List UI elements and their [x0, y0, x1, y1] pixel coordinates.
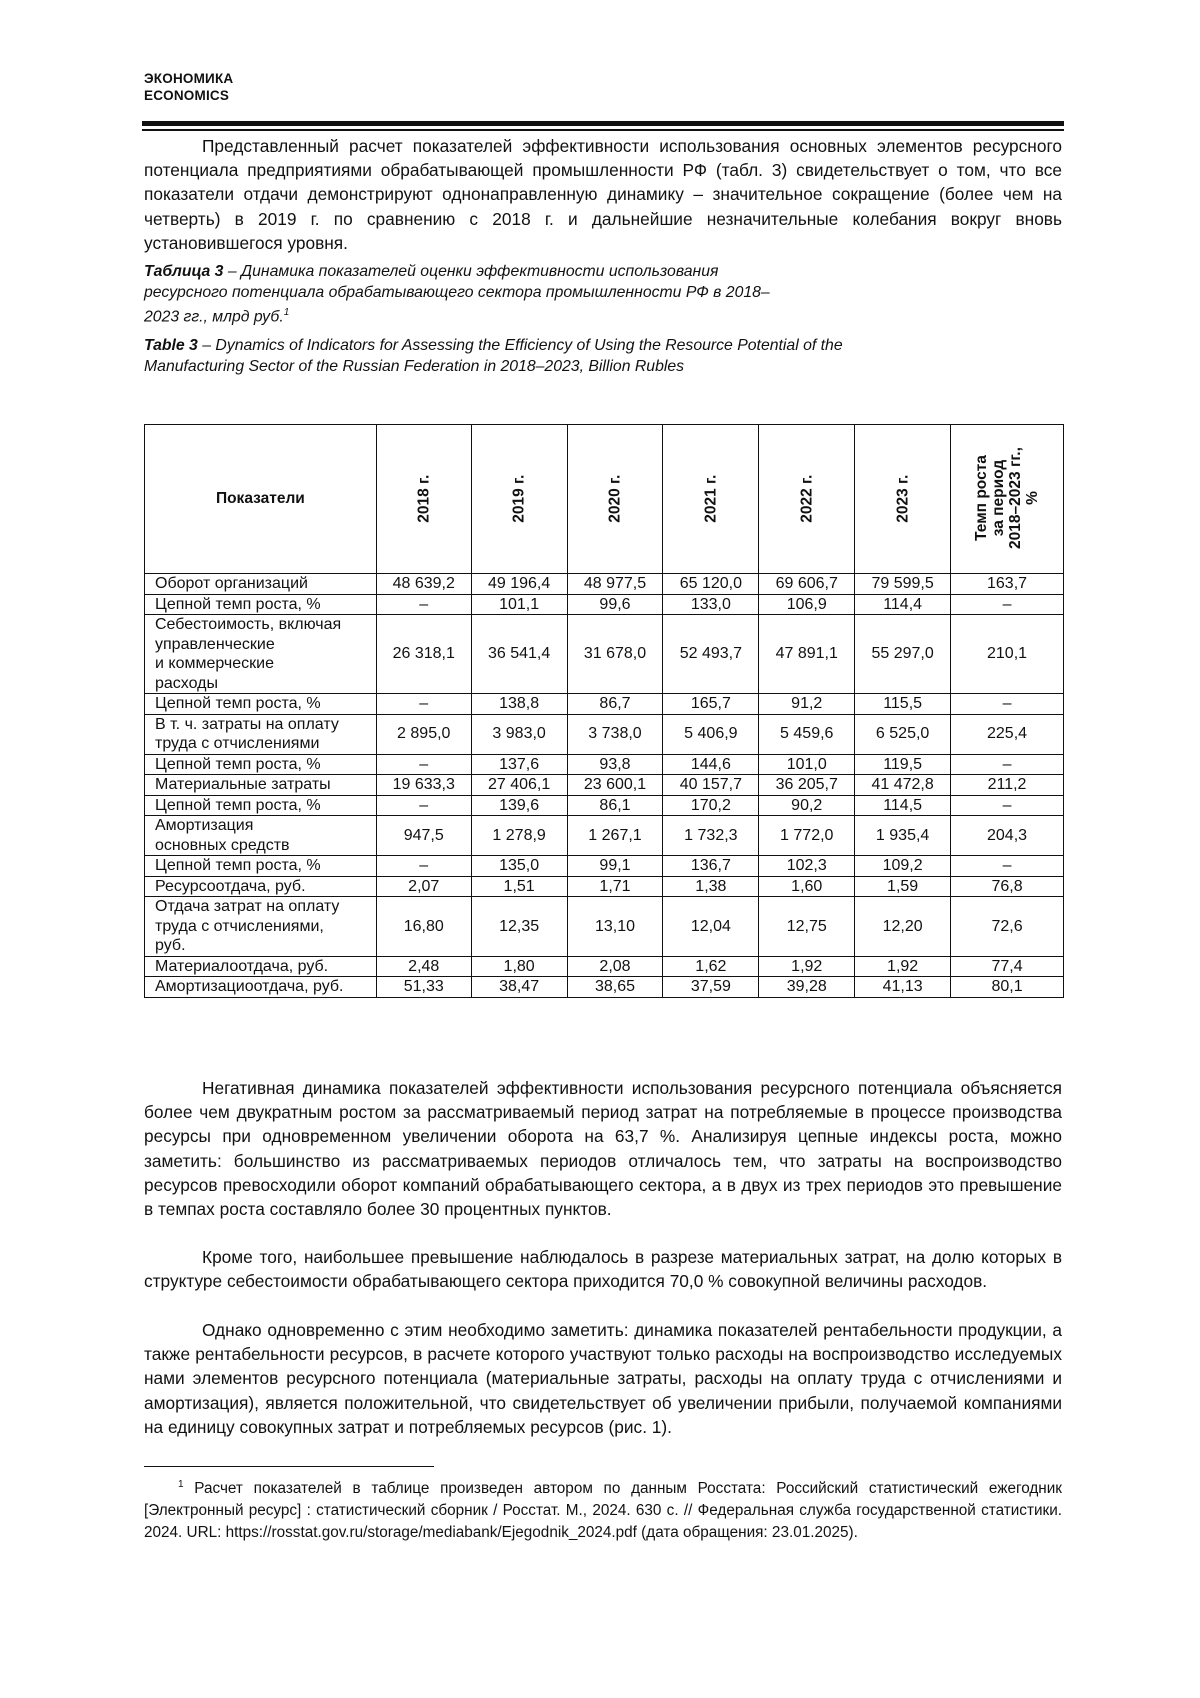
header-year-2018: 2018 г. [376, 425, 471, 574]
value-cell: 12,75 [759, 897, 855, 957]
growth-rate-cell: 210,1 [951, 615, 1064, 694]
value-cell: 48 639,2 [376, 574, 471, 595]
value-cell: 3 738,0 [567, 714, 663, 754]
value-cell: – [376, 795, 471, 816]
growth-rate-cell: 72,6 [951, 897, 1064, 957]
table-row [145, 795, 1064, 816]
value-cell: 27 406,1 [471, 775, 567, 796]
value-cell: 12,20 [855, 897, 951, 957]
value-cell: 69 606,7 [759, 574, 855, 595]
value-cell: 138,8 [471, 694, 567, 715]
caption-en-text: – Dynamics of Indicators for Assessing the Efficiency of Using the Resource Potential of the Manufacturing Sector of the Russian Federation in 2018–2023, Billion Rubles [144, 337, 843, 375]
table-row [145, 856, 1064, 877]
growth-rate-cell: 225,4 [951, 714, 1064, 754]
header-year-2021: 2021 г. [663, 425, 759, 574]
value-cell: 90,2 [759, 795, 855, 816]
value-cell: 2,07 [376, 876, 471, 897]
header-year-2020: 2020 г. [567, 425, 663, 574]
value-cell: 55 297,0 [855, 615, 951, 694]
value-cell: 1,60 [759, 876, 855, 897]
growth-rate-cell: 80,1 [951, 977, 1064, 998]
caption-ru-label: Таблица 3 [144, 263, 224, 280]
value-cell: 1,92 [855, 956, 951, 977]
body-paragraph-1: Негативная динамика показателей эффективности использования ресурсного потенциала объясняется более чем двукратным ростом за рассматриваемый период затрат на потребляемые в процессе производства ресурсы при одновременном увеличении оборота на 63,7 %. Анализируя цепные индексы роста, можно заметить: большинство из рассматриваемых периодов отличалось тем, что затраты на воспроизводство ресурсов превосходили оборот компаний обрабатывающего сектора, а в двух из трех периодов это превышение в темпах роста составляло более 30 процентных пунктов. [144, 1078, 1062, 1220]
value-cell: 5 459,6 [759, 714, 855, 754]
row-label: Амортизация основных средств [145, 816, 377, 856]
row-label: Цепной темп роста, % [145, 795, 377, 816]
growth-rate-cell: 204,3 [951, 816, 1064, 856]
header-line-ru: ЭКОНОМИКА [144, 71, 234, 86]
body-paragraph-2: Кроме того, наибольшее превышение наблюдалось в разрезе материальных затрат, на долю которых в структуре себестоимости обрабатывающего сектора приходится 70,0 % совокупной величины расходов. [144, 1247, 1062, 1292]
value-cell: 91,2 [759, 694, 855, 715]
value-cell: 106,9 [759, 594, 855, 615]
value-cell: 86,1 [567, 795, 663, 816]
row-label: В т. ч. затраты на оплату труда с отчислениями [145, 714, 377, 754]
value-cell: 5 406,9 [663, 714, 759, 754]
value-cell: 47 891,1 [759, 615, 855, 694]
value-cell: 2,48 [376, 956, 471, 977]
growth-rate-cell: – [951, 694, 1064, 715]
header-year-2019: 2019 г. [471, 425, 567, 574]
value-cell: – [376, 694, 471, 715]
value-cell: 1 772,0 [759, 816, 855, 856]
running-header [144, 70, 233, 104]
footnote-separator [144, 1466, 434, 1467]
table-caption-ru [144, 262, 784, 328]
table-row [145, 897, 1064, 957]
value-cell: 12,35 [471, 897, 567, 957]
table-row [145, 714, 1064, 754]
value-cell: 41 472,8 [855, 775, 951, 796]
header-rule-thick [142, 121, 1064, 126]
value-cell: 48 977,5 [567, 574, 663, 595]
table-header-row [145, 425, 1064, 574]
value-cell: 1 732,3 [663, 816, 759, 856]
row-label: Цепной темп роста, % [145, 594, 377, 615]
header-year-2023: 2023 г. [855, 425, 951, 574]
row-label: Себестоимость, включая управленческие и коммерческие расходы [145, 615, 377, 694]
row-label: Оборот организаций [145, 574, 377, 595]
value-cell: 38,65 [567, 977, 663, 998]
row-label: Цепной темп роста, % [145, 754, 377, 775]
value-cell: 37,59 [663, 977, 759, 998]
table-row [145, 956, 1064, 977]
caption-ru-footnote-ref: 1 [283, 307, 290, 318]
growth-rate-cell: 76,8 [951, 876, 1064, 897]
caption-en-label: Table 3 [144, 337, 198, 354]
value-cell: 1 935,4 [855, 816, 951, 856]
value-cell: 119,5 [855, 754, 951, 775]
value-cell: 40 157,7 [663, 775, 759, 796]
footnote-text: Расчет показателей в таблице произведен автором по данным Росстата: Российский статистический ежегодник [Электронный ресурс] : статистический сборник / Росстат. М., 2024. 630 с. // Федеральная служба государственной статистики. 2024. URL: https://rosstat.gov.ru/storage/mediabank/Ejegodnik_2024.pdf (дата обращения: 23.01.2025). [144, 1480, 1062, 1542]
value-cell: 36 205,7 [759, 775, 855, 796]
table-row [145, 594, 1064, 615]
value-cell: 137,6 [471, 754, 567, 775]
value-cell: 51,33 [376, 977, 471, 998]
value-cell: 2 895,0 [376, 714, 471, 754]
header-line-en: ECONOMICS [144, 88, 230, 103]
value-cell: 101,1 [471, 594, 567, 615]
value-cell: 114,4 [855, 594, 951, 615]
value-cell: 1,59 [855, 876, 951, 897]
value-cell: – [376, 754, 471, 775]
row-label: Отдача затрат на оплату труда с отчислениями, руб. [145, 897, 377, 957]
value-cell: 31 678,0 [567, 615, 663, 694]
table-row [145, 754, 1064, 775]
value-cell: 99,6 [567, 594, 663, 615]
caption-ru-text: – Динамика показателей оценки эффективности использования ресурсного потенциала обрабатывающего сектора промышленности РФ в 2018–2023 гг., млрд руб. [144, 263, 770, 326]
value-cell: 947,5 [376, 816, 471, 856]
header-rule-thin [142, 129, 1064, 131]
table-row [145, 615, 1064, 694]
footnote [144, 1474, 1062, 1544]
body-paragraph-3: Однако одновременно с этим необходимо заметить: динамика показателей рентабельности продукции, а также рентабельности ресурсов, в расчете которого участвуют только расходы на воспроизводство исследуемых нами элементов ресурсного потенциала (материальные затраты, расходы на оплату труда с отчислениями и амортизация), является положительной, что свидетельствует об увеличении прибыли, получаемой компаниями на единицу совокупных затрат и потребляемых ресурсов (рис. 1). [144, 1320, 1062, 1437]
value-cell: 133,0 [663, 594, 759, 615]
table-row [145, 574, 1064, 595]
value-cell: – [376, 856, 471, 877]
value-cell: 102,3 [759, 856, 855, 877]
value-cell: 101,0 [759, 754, 855, 775]
header-growth-rate: Темп роста за период 2018–2023 гг., % [951, 425, 1064, 574]
growth-rate-cell: 163,7 [951, 574, 1064, 595]
value-cell: 1,92 [759, 956, 855, 977]
value-cell: 1,80 [471, 956, 567, 977]
indicators-table [144, 424, 1064, 998]
growth-rate-cell: 77,4 [951, 956, 1064, 977]
growth-rate-cell: – [951, 754, 1064, 775]
table-body [145, 574, 1064, 998]
intro-paragraph: Представленный расчет показателей эффективности использования основных элементов ресурсного потенциала предприятиями обрабатывающей промышленности РФ (табл. 3) свидетельствует о том, что все показатели отдачи демонстрируют однонаправленную динамику – значительное сокращение (более чем на четверть) в 2019 г. по сравнению с 2018 г. и дальнейшие незначительные колебания вокруг вновь установившегося уровня. [144, 136, 1062, 253]
value-cell: 165,7 [663, 694, 759, 715]
value-cell: 1,38 [663, 876, 759, 897]
value-cell: 114,5 [855, 795, 951, 816]
growth-rate-cell: 211,2 [951, 775, 1064, 796]
value-cell: 109,2 [855, 856, 951, 877]
value-cell: 1 267,1 [567, 816, 663, 856]
table-row [145, 775, 1064, 796]
row-label: Цепной темп роста, % [145, 856, 377, 877]
value-cell: 1,71 [567, 876, 663, 897]
value-cell: 3 983,0 [471, 714, 567, 754]
growth-rate-cell: – [951, 856, 1064, 877]
value-cell: 26 318,1 [376, 615, 471, 694]
value-cell: 79 599,5 [855, 574, 951, 595]
table-row [145, 694, 1064, 715]
growth-rate-cell: – [951, 594, 1064, 615]
value-cell: 23 600,1 [567, 775, 663, 796]
value-cell: 19 633,3 [376, 775, 471, 796]
footnote-number: 1 [178, 1479, 184, 1490]
value-cell: 16,80 [376, 897, 471, 957]
value-cell: 115,5 [855, 694, 951, 715]
table-row [145, 816, 1064, 856]
value-cell: 99,1 [567, 856, 663, 877]
value-cell: 52 493,7 [663, 615, 759, 694]
value-cell: 65 120,0 [663, 574, 759, 595]
row-label: Ресурсоотдача, руб. [145, 876, 377, 897]
value-cell: 36 541,4 [471, 615, 567, 694]
header-year-2022: 2022 г. [759, 425, 855, 574]
value-cell: 144,6 [663, 754, 759, 775]
table-row [145, 876, 1064, 897]
row-label: Материальные затраты [145, 775, 377, 796]
value-cell: 93,8 [567, 754, 663, 775]
value-cell: 139,6 [471, 795, 567, 816]
value-cell: 49 196,4 [471, 574, 567, 595]
value-cell: 12,04 [663, 897, 759, 957]
growth-rate-cell: – [951, 795, 1064, 816]
row-label: Цепной темп роста, % [145, 694, 377, 715]
row-label: Амортизациоотдача, руб. [145, 977, 377, 998]
value-cell: – [376, 594, 471, 615]
value-cell: 1,51 [471, 876, 567, 897]
value-cell: 170,2 [663, 795, 759, 816]
value-cell: 135,0 [471, 856, 567, 877]
value-cell: 1 278,9 [471, 816, 567, 856]
header-indicators: Показатели [145, 425, 377, 574]
table-row [145, 977, 1064, 998]
value-cell: 2,08 [567, 956, 663, 977]
value-cell: 1,62 [663, 956, 759, 977]
table-caption-en [144, 336, 864, 377]
value-cell: 41,13 [855, 977, 951, 998]
value-cell: 136,7 [663, 856, 759, 877]
value-cell: 13,10 [567, 897, 663, 957]
value-cell: 39,28 [759, 977, 855, 998]
row-label: Материалоотдача, руб. [145, 956, 377, 977]
value-cell: 86,7 [567, 694, 663, 715]
value-cell: 38,47 [471, 977, 567, 998]
value-cell: 6 525,0 [855, 714, 951, 754]
